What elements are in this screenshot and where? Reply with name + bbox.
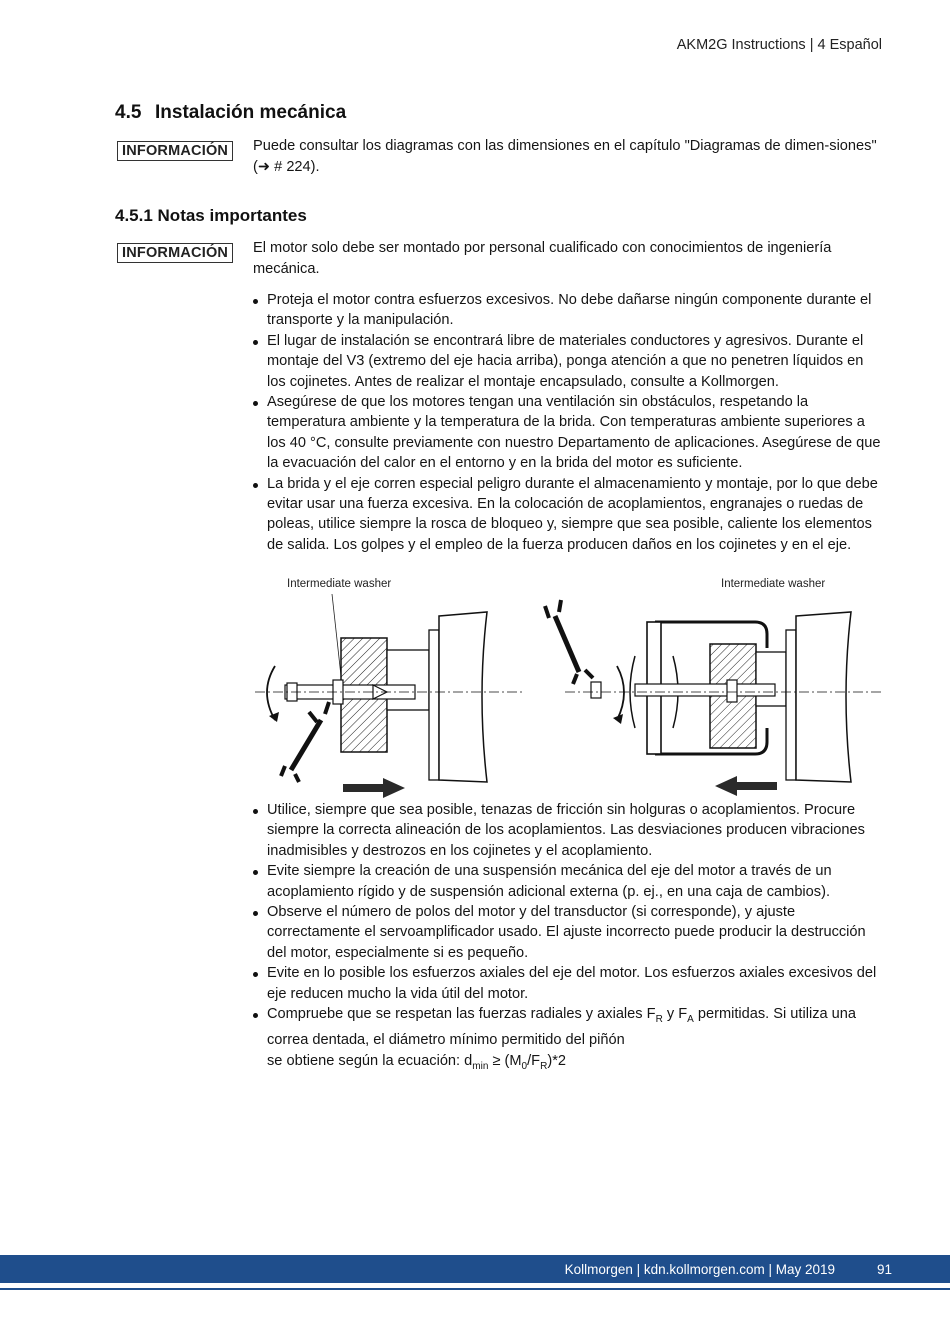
page-number: 91	[876, 1262, 892, 1277]
bullet-list-bottom	[253, 800, 881, 1077]
section-heading	[115, 102, 346, 124]
footer-publisher: Kollmorgen | kdn.kollmorgen.com | May 2019	[564, 1262, 835, 1277]
section-number: 4.5	[115, 102, 142, 123]
bullet-list-top	[253, 290, 881, 555]
figure-label-right: Intermediate washer	[721, 578, 826, 590]
list-item: Evite en lo posible los esfuerzos axiales del eje del motor. Los esfuerzos axiales excesivos del eje reducen mucho la vida útil del motor.	[253, 963, 881, 1004]
footer-divider	[0, 1288, 950, 1290]
info-text: Puede consultar los diagramas con las dimensiones en el capítulo "Diagramas de dimen-siones"(➜ # 224).	[253, 138, 877, 175]
subsection-heading: 4.5.1 Notas importantes	[115, 206, 307, 225]
list-item: La brida y el eje corren especial peligro durante el almacenamiento y montaje, por lo que debe evitar usar una fuerza excesiva. En la colocación de acoplamientos, engranajes o ruedas de poleas, utilice siempre la rosca de bloqueo y, siempre que sea posible, caliente los elementos de salida. Los golpes y el empleo de la fuerza producen daños en los cojinetes y en el eje.	[253, 474, 881, 556]
list-item: Evite siempre la creación de una suspensión mecánica del eje del motor a través de un acoplamiento rígido y de suspensión adicional externa (p. ej., en una caja de cambios).	[253, 861, 881, 902]
running-header: AKM2G Instructions | 4 Español	[676, 37, 882, 53]
info-badge: INFORMACIÓN	[117, 243, 233, 263]
info-text: El motor solo debe ser montado por personal cualificado con conocimientos de ingeniería mecánica.	[253, 240, 832, 277]
list-item: Utilice, siempre que sea posible, tenazas de fricción sin holguras o acoplamientos. Procure siempre la correcta alineación de los acoplamientos. Las desviaciones producen vibraciones inadmisibles y destrozos en los cojinetes y el acoplamiento.	[253, 800, 881, 861]
info-badge: INFORMACIÓN	[117, 141, 233, 161]
list-item: El lugar de instalación se encontrará libre de materiales conductores y agresivos. Durante el montaje del V3 (extremo del eje hacia arriba), ponga atención a que no penetren líquidos en los cojinetes. Antes de realizar el montaje encapsulado, consulte a Kollmorgen.	[253, 331, 881, 392]
mounting-illustration	[255, 576, 883, 798]
section-title: Instalación mecánica	[155, 102, 347, 123]
list-item-formula: Compruebe que se respetan las fuerzas radiales y axiales $F_R$ y $F_A$ permitidas. Si utiliza una correa dentada, el diámetro mínimo permitido del piñón se obtiene según la ecuación: $d_{min} \ge (M_0/F_R)*2$	[253, 1004, 881, 1077]
figure-label-left: Intermediate washer	[287, 578, 392, 590]
list-item: Proteja el motor contra esfuerzos excesivos. No debe dañarse ningún componente durante el transporte y la manipulación.	[253, 290, 881, 331]
list-item: Asegúrese de que los motores tengan una ventilación sin obstáculos, respetando la temperatura ambiente y la temperatura de la brida. Con temperaturas ambiente superiores a los 40 °C, consulte previamente con nuestro Departamento de aplicaciones. Asegúrese de que la evacuación del calor en el entorno y en la brida del motor es suficiente.	[253, 392, 881, 474]
list-item: Observe el número de polos del motor y del transductor (si corresponde), y ajuste correctamente el servoamplificador usado. El ajuste incorrecto puede producir la destrucción del motor, especialmente si es pequeño.	[253, 902, 881, 963]
mounting-figure	[255, 576, 883, 798]
